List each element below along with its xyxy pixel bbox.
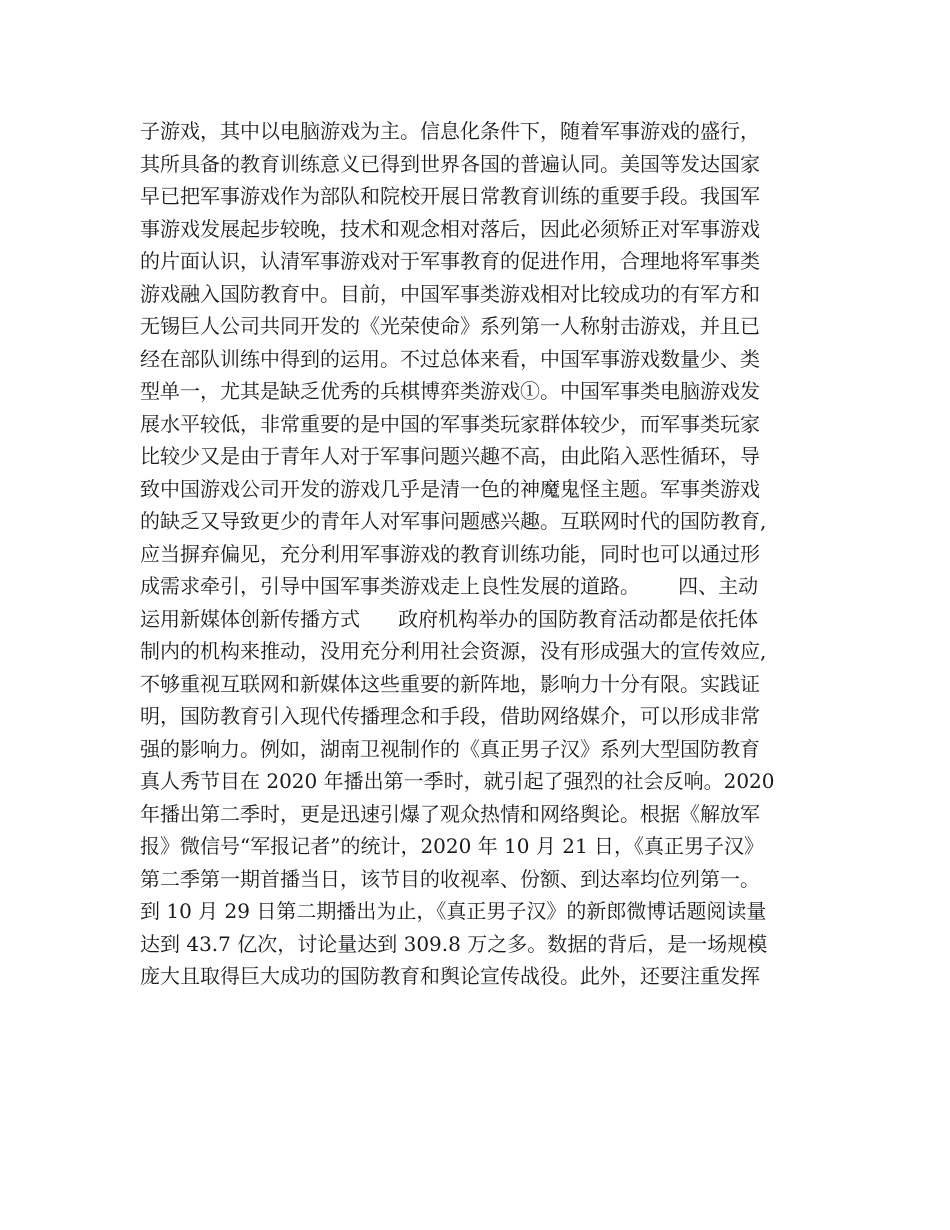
text-line: 致中国游戏公司开发的游戏几乎是清一色的神魔鬼怪主题。军事类游戏 (140, 476, 760, 501)
text-line: 游戏融入国防教育中。目前，中国军事类游戏相对比较成功的有军方和 (140, 281, 760, 306)
text-line: 不够重视互联网和新媒体这些重要的新阵地，影响力十分有限。实践证 (140, 671, 760, 696)
text-line: 制内的机构来推动，没用充分利用社会资源，没有形成强大的宣传效应, (140, 639, 767, 663)
text-line: 的片面认识，认清军事游戏对于军事教育的促进作用，合理地将军事类 (140, 249, 760, 273)
text-line: 应当摒弃偏见，充分利用军事游戏的教育训练功能，同时也可以通过形 (140, 541, 760, 566)
text-line: 事游戏发展起步较晚，技术和观念相对落后，因此必须矫正对军事游戏 (140, 216, 760, 241)
text-line: 第二季第一期首播当日，该节目的收视率、份额、到达率均位列第一。 (140, 866, 760, 891)
text-line: 庞大且取得巨大成功的国防教育和舆论宣传战役。此外，还要注重发挥 (140, 964, 760, 988)
text-line: 经在部队训练中得到的运用。不过总体来看，中国军事游戏数量少、类 (140, 346, 760, 371)
text-line: 的缺乏又导致更少的青年人对军事问题感兴趣。互联网时代的国防教育, (140, 509, 767, 533)
text-line: 无锡巨人公司共同开发的《光荣使命》系列第一人称射击游戏，并且已 (140, 314, 760, 338)
text-line: 报》微信号“军报记者”的统计，2020 年 10 月 21 日，《真正男子汉》 (140, 834, 765, 858)
text-line: 早已把军事游戏作为部队和院校开展日常教育训练的重要手段。我国军 (140, 184, 760, 208)
text-line: 比较少又是由于青年人对于军事问题兴趣不高，由此陷入恶性循环，导 (140, 444, 760, 468)
text-line: 展水平较低，非常重要的是中国的军事类玩家群体较少，而军事类玩家 (140, 411, 760, 436)
text-line: 达到 43.7 亿次，讨论量达到 309.8 万之多。数据的背后，是一场规模 (140, 931, 768, 956)
text-line: 子游戏，其中以电脑游戏为主。信息化条件下，随着军事游戏的盛行， (140, 119, 760, 143)
text-line: 型单一，尤其是缺乏优秀的兵棋博弈类游戏①。中国军事类电脑游戏发 (140, 379, 760, 403)
text-line: 到 10 月 29 日第二期播出为止，《真正男子汉》的新郎微博话题阅读量 (140, 899, 767, 923)
text-line: 明，国防教育引入现代传播理念和手段，借助网络媒介，可以形成非常 (140, 704, 760, 728)
text-line: 运用新媒体创新传播方式 政府机构举办的国防教育活动都是依托体 (140, 606, 759, 631)
body-text (140, 115, 840, 993)
text-line: 年播出第二季时，更是迅速引爆了观众热情和网络舆论。根据《解放军 (140, 801, 760, 826)
text-line: 强的影响力。例如，湖南卫视制作的《真正男子汉》系列大型国防教育 (140, 736, 760, 761)
text-line: 成需求牵引，引导中国军事类游戏走上良性发展的道路。 四、主动 (140, 574, 759, 598)
text-line: 其所具备的教育训练意义已得到世界各国的普遍认同。美国等发达国家 (140, 151, 760, 176)
text-line: 真人秀节目在 2020 年播出第一季时，就引起了强烈的社会反响。2020 (140, 769, 775, 793)
